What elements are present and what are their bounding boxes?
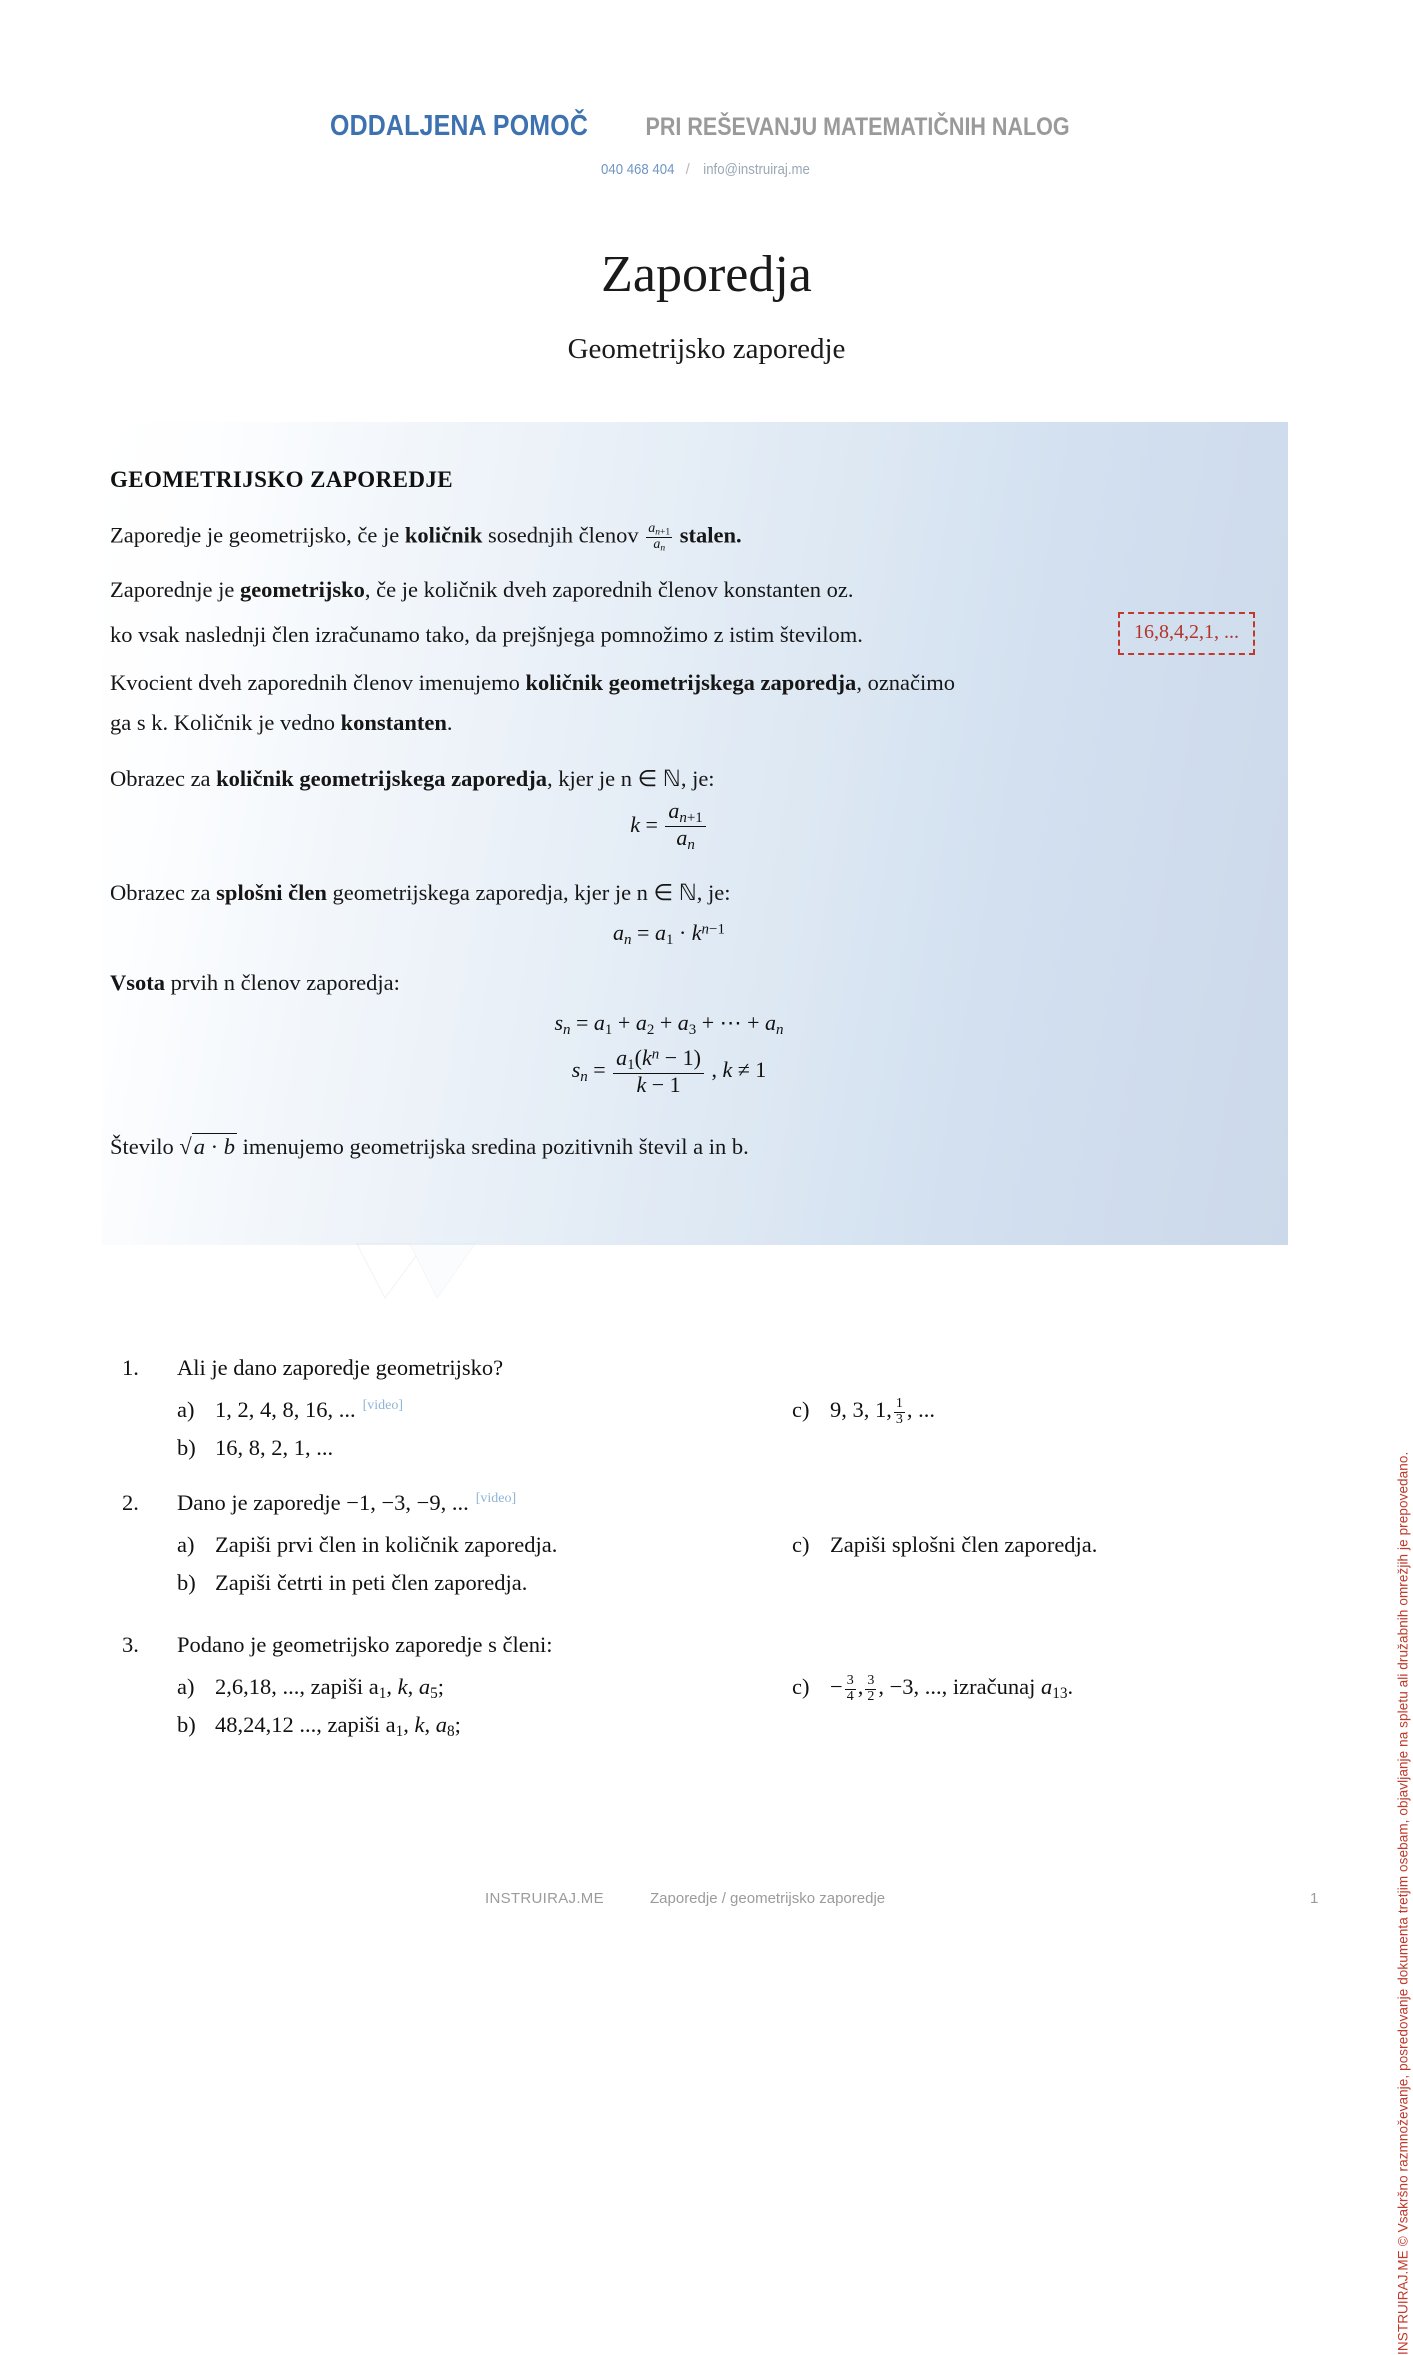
exercise-3-text-b: 48,24,12 ..., zapiši a: [215, 1712, 396, 1737]
exercise-3-label-c: c): [792, 1674, 810, 1699]
fraction-three-halves: $\frac{3}{2}$: [867, 1673, 875, 1704]
exercise-3-item-c: [792, 1674, 1073, 1705]
theory-line-4-c: , označimo: [856, 670, 956, 695]
theory-line-4-a: Kvocient dveh zaporednih členov imenujemo: [110, 670, 526, 695]
exercise-1-label-b: b): [177, 1435, 196, 1460]
theory-line-6-bold: količnik geometrijskega zaporedja: [216, 766, 547, 791]
theory-line-6-a: Obrazec za: [110, 766, 217, 791]
example-callout-box: 16,8,4,2,1, ...: [1118, 612, 1255, 655]
exercise-1-text-c: 9, 3, 1, $\frac{1}{3}$ , ...: [830, 1396, 935, 1427]
theory-line-1-d: stalen.: [674, 522, 742, 548]
theory-line-9-b: imenujemo geometrijska sredina pozitivnih števil a in b.: [237, 1134, 749, 1159]
exercise-2-text-c: Zapiši splošni člen zaporedja.: [830, 1532, 1098, 1557]
exercise-1-text-a: 1, 2, 4, 8, 16, ...: [215, 1397, 356, 1422]
footer-breadcrumb: Zaporedje / geometrijsko zaporedje: [650, 1890, 886, 1907]
theory-line-5: [110, 710, 453, 736]
fraction-one-third: $\frac{1}{3}$: [895, 1396, 903, 1427]
exercise-1: [122, 1355, 1302, 1475]
watermark-swoosh: [355, 1240, 505, 1302]
exercise-2-text-a: Zapiši prvi člen in količnik zaporedja.: [215, 1532, 558, 1557]
theory-line-7: [110, 880, 731, 906]
sqrt-ab: √a · b: [179, 1134, 235, 1159]
theory-line-3: ko vsak naslednji člen izračunamo tako, da prejšnjega pomnožimo z istim številom.: [110, 622, 863, 647]
brand-name: ODDALJENA POMOČ: [329, 110, 588, 142]
fraction-k: $\frac{a_{n+1}}{a_n}$: [665, 800, 705, 854]
video-link-1a[interactable]: [video]: [362, 1397, 404, 1413]
footer-brand: INSTRUIRAJ.ME: [485, 1890, 604, 1907]
email-address[interactable]: info@instruiraj.me: [703, 161, 810, 178]
exercise-1-text-b: 16, 8, 2, 1, ...: [215, 1435, 334, 1460]
exercise-3-math-b: $_1$, k, $a_8$;: [395, 1712, 461, 1740]
exercise-2-stem: [177, 1490, 516, 1516]
fraction-three-fourths: $\frac{3}{4}$: [846, 1673, 854, 1704]
brand-header: [0, 110, 1413, 143]
exercise-2-item-b: [177, 1570, 527, 1596]
theory-line-8: [110, 970, 400, 996]
theory-line-8-b: prvih n členov zaporedja:: [165, 970, 400, 995]
formula-quotient: k = $\frac{a_{n+1}}{a_n}$: [110, 800, 1228, 854]
formula-sum-closed: $s_n$ = $\frac{a_1(k^n - 1)}{k - 1}$ , k ≠ 1: [571, 1045, 767, 1098]
theory-panel: [102, 422, 1288, 1245]
contact-separator: /: [685, 161, 690, 178]
theory-line-7-bold: splošni člen: [216, 880, 327, 905]
theory-line-1-a: Zaporedje je geometrijsko, če je: [110, 522, 405, 548]
page-title: Zaporedja: [601, 246, 812, 303]
exercise-1-label-a: a): [177, 1397, 195, 1422]
theory-line-9-a: Število: [110, 1134, 180, 1159]
exercise-1-item-a: [177, 1397, 403, 1423]
exercise-2-text-b: Zapiši četrti in peti člen zaporedja.: [215, 1570, 528, 1595]
exercise-3-label-b: b): [177, 1712, 196, 1737]
page-subtitle: Geometrijsko zaporedje: [567, 333, 846, 365]
theory-line-2: [110, 577, 854, 603]
exercise-2-stem-text: Dano je zaporedje −1, −3, −9, ...: [177, 1490, 469, 1515]
theory-line-1: [110, 522, 742, 554]
exercise-1-stem: Ali je dano zaporedje geometrijsko?: [177, 1355, 504, 1380]
exercise-3-text-a: 2,6,18, ..., zapiši a: [215, 1674, 379, 1699]
inline-fraction-a-np1-over-an: $\frac{a_{n+1}}{a_n}$: [648, 521, 671, 554]
theory-line-6-c: , kjer je n ∈ ℕ, je:: [546, 766, 715, 791]
exercise-2-label-b: b): [177, 1570, 196, 1595]
exercise-3-math-a: $_1$, k, $a_5$;: [378, 1674, 445, 1702]
theory-line-7-a: Obrazec za: [110, 880, 217, 905]
exercise-3-label-a: a): [177, 1674, 195, 1699]
formula-sum-expanded: $s_n = a_1 + a_2 + a_3$ + ⋯ + $a_n$: [554, 1010, 784, 1038]
theory-line-6: [110, 766, 715, 792]
exercise-3: [122, 1632, 1302, 1752]
theory-line-5-bold: konstanten: [340, 710, 447, 735]
theory-line-1-c: sosednjih členov: [482, 522, 645, 548]
exercise-2: [122, 1490, 1302, 1610]
exercise-1-item-b: [177, 1435, 333, 1461]
theory-line-2-bold: geometrijsko: [239, 577, 365, 602]
brand-tagline: PRI REŠEVANJU MATEMATIČNIH NALOG: [645, 113, 1070, 141]
exercise-2-number: 2.: [122, 1490, 139, 1515]
footer-page-number: 1: [1310, 1890, 1319, 1907]
theory-line-5-c: .: [446, 710, 453, 735]
exercise-2-label-c: c): [792, 1532, 810, 1557]
theory-line-4: [110, 670, 955, 696]
theory-line-4-bold: količnik geometrijskega zaporedja: [525, 670, 857, 695]
theory-line-9: [110, 1134, 749, 1160]
theory-line-2-c: , če je količnik dveh zaporednih členov konstanten oz.: [364, 577, 854, 602]
exercise-1-item-c: [792, 1397, 935, 1428]
exercise-2-item-c: [792, 1532, 1097, 1558]
theory-line-1-bold: količnik: [404, 522, 483, 548]
theory-line-8-bold: Vsota: [110, 970, 165, 995]
exercise-2-label-a: a): [177, 1532, 195, 1557]
exercise-3-text-c: − $\frac{3}{4}$ , $\frac{3}{2}$ , −3, ..., izračunaj $a_{13}$.: [830, 1673, 1074, 1704]
fraction-sn: $\frac{a_1(k^n - 1)}{k - 1}$: [613, 1047, 704, 1097]
theory-line-7-c: geometrijskega zaporedja, kjer je n ∈ ℕ, je:: [326, 880, 731, 905]
contact-line: [0, 161, 1413, 178]
exercise-3-item-a: [177, 1674, 444, 1703]
exercise-2-item-a: [177, 1532, 557, 1558]
exercise-3-stem: Podano je geometrijsko zaporedje s členi:: [177, 1632, 553, 1657]
video-link-2[interactable]: [video]: [475, 1490, 517, 1506]
formula-general-term: $a_n = a_1 \cdot k^{n-1}$: [613, 920, 725, 948]
exercise-3-item-b: [177, 1712, 461, 1741]
exercise-1-number: 1.: [122, 1355, 139, 1380]
theory-line-2-a: Zaporednje je: [110, 577, 240, 602]
theory-section-title: GEOMETRIJSKO ZAPOREDJE: [110, 467, 453, 492]
phone-number[interactable]: 040 468 404: [601, 161, 675, 178]
exercise-3-number: 3.: [122, 1632, 139, 1657]
theory-line-5-a: ga s k. Količnik je vedno: [110, 710, 341, 735]
exercise-1-label-c: c): [792, 1397, 810, 1422]
page-footer: [0, 1890, 1413, 1920]
copyright-side-note: INSTRUIRAJ.ME © Vsakršno razmnoževanje, posredovanje dokumenta tretjim osebam, objavljanje na spletu ali družabnih omrežjih je prepovedano.: [1395, 1451, 1410, 2355]
